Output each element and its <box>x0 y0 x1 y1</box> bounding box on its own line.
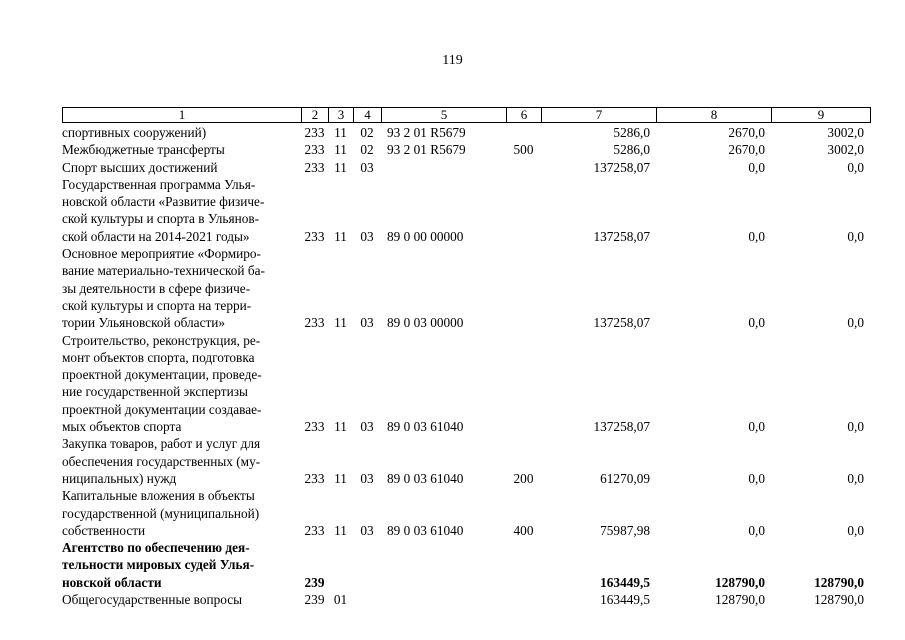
row-c8-cell: 0,0 <box>748 159 765 175</box>
row-c4-cell: 03 <box>360 228 374 244</box>
row-c2-cell: 233 <box>304 142 325 158</box>
row-c9-cell: 128790,0 <box>814 592 864 608</box>
row-c4-cell: 03 <box>360 522 374 538</box>
header-col-2: 2 <box>302 108 329 123</box>
row-name-text: Государственная программа Улья- новской области «Развитие физиче- ской культуры и спорта в Ульянов- ской области на 2014-2021 годы» <box>62 176 265 244</box>
header-col-3: 3 <box>329 108 354 123</box>
row-c3-cell: 11 <box>334 470 347 486</box>
row-c7-cell: 137258,07 <box>593 159 650 175</box>
table-row <box>62 124 870 141</box>
row-name-cell <box>62 124 301 141</box>
row-c9-cell: 128790,0 <box>814 574 864 590</box>
row-c9-cell: 3002,0 <box>827 142 864 158</box>
table-row <box>62 332 870 436</box>
row-c2-cell: 233 <box>304 159 325 175</box>
row-name-cell <box>62 539 301 591</box>
row-name-text: Закупка товаров, работ и услуг для обеспечения государственных (му- ниципальных) нужд <box>62 436 261 486</box>
row-name-text: Агентство по обеспечению дея- тельности мировых судей Улья- новской области <box>62 540 255 590</box>
row-c8-cell: 0,0 <box>748 522 765 538</box>
table-row <box>62 435 870 487</box>
header-col-5: 5 <box>382 108 507 123</box>
row-c7-cell: 137258,07 <box>593 315 650 331</box>
header-col-9: 9 <box>772 108 871 123</box>
row-name-text: спортивных сооружений) <box>62 125 207 140</box>
row-c7-cell: 61270,09 <box>600 470 650 486</box>
row-c6-cell <box>506 591 541 608</box>
table-row <box>62 539 870 591</box>
table-row <box>62 141 870 158</box>
row-name-cell <box>62 591 301 608</box>
row-c5-cell: 89 0 03 00000 <box>387 315 464 331</box>
row-name-cell <box>62 487 301 539</box>
table-row <box>62 487 870 539</box>
row-c8-cell: 0,0 <box>748 470 765 486</box>
row-c6-cell: 200 <box>513 470 534 486</box>
row-c5-cell: 93 2 01 R5679 <box>387 142 466 158</box>
row-c6-cell <box>506 332 541 436</box>
page-number: 119 <box>442 53 463 68</box>
row-name-cell <box>62 176 301 245</box>
row-c5-cell: 89 0 00 00000 <box>387 228 464 244</box>
row-c4-cell: 02 <box>360 142 374 158</box>
row-c6-cell <box>506 245 541 331</box>
row-c8-cell: 128790,0 <box>715 592 765 608</box>
row-c4-cell <box>353 539 381 591</box>
row-c6-cell: 500 <box>513 142 534 158</box>
column-header-row <box>62 107 871 123</box>
row-c8-cell: 2670,0 <box>728 125 765 140</box>
row-c5-cell: 89 0 03 61040 <box>387 522 464 538</box>
row-c3-cell: 11 <box>334 159 347 175</box>
row-c6-cell <box>506 159 541 176</box>
row-name-cell <box>62 141 301 158</box>
row-name-text: Строительство, реконструкция, ре- монт объектов спорта, подготовка проектной документации, проведе- ние государственной экспертизы проектной документации создавае- мых объектов спорта <box>62 332 262 435</box>
row-name-text: Спорт высших достижений <box>62 159 218 175</box>
row-c2-cell: 239 <box>304 592 325 608</box>
row-c4-cell <box>353 591 381 608</box>
row-c5-cell <box>381 539 506 591</box>
row-c3-cell <box>328 539 353 591</box>
row-c6-cell <box>506 539 541 591</box>
row-c2-cell: 239 <box>304 574 325 590</box>
row-c5-cell: 89 0 03 61040 <box>387 419 464 435</box>
row-c2-cell: 233 <box>304 522 325 538</box>
row-c5-cell: 89 0 03 61040 <box>387 470 464 486</box>
row-c8-cell: 0,0 <box>748 315 765 331</box>
row-c9-cell: 0,0 <box>847 419 864 435</box>
row-c9-cell: 0,0 <box>847 228 864 244</box>
row-name-cell <box>62 435 301 487</box>
row-c8-cell: 2670,0 <box>728 142 765 158</box>
header-col-6: 6 <box>507 108 542 123</box>
row-name-text: Общегосударственные вопросы <box>62 592 243 608</box>
row-c4-cell: 03 <box>360 470 374 486</box>
budget-table <box>62 124 870 608</box>
row-c8-cell: 0,0 <box>748 228 765 244</box>
row-c2-cell: 233 <box>304 228 325 244</box>
row-c4-cell: 03 <box>360 159 374 175</box>
row-c5-cell: 93 2 01 R5679 <box>387 125 466 140</box>
row-c2-cell: 233 <box>304 315 325 331</box>
row-c7-cell: 5286,0 <box>613 142 650 158</box>
row-name-text: Капитальные вложения в объекты государственной (муниципальной) собственности <box>62 488 260 538</box>
table-row <box>62 159 870 176</box>
row-c3-cell: 11 <box>334 419 347 435</box>
row-c7-cell: 137258,07 <box>593 419 650 435</box>
row-c4-cell: 02 <box>360 125 374 140</box>
row-c9-cell: 0,0 <box>847 159 864 175</box>
row-name-text: Основное мероприятие «Формиро- вание материально-технической ба- зы деятельности в сфере физиче- ской культуры и спорта на терри- тории Ульяновской области» <box>62 246 265 331</box>
row-c7-cell: 137258,07 <box>593 228 650 244</box>
row-c3-cell: 11 <box>334 228 347 244</box>
row-c5-cell <box>381 591 506 608</box>
header-col-7: 7 <box>542 108 657 123</box>
row-c9-cell: 3002,0 <box>827 125 864 140</box>
header-col-8: 8 <box>657 108 772 123</box>
row-c7-cell: 163449,5 <box>600 592 650 608</box>
row-name-cell <box>62 159 301 176</box>
row-c2-cell: 233 <box>304 125 325 140</box>
table-row <box>62 245 870 331</box>
row-c3-cell: 11 <box>334 125 347 140</box>
row-c9-cell: 0,0 <box>847 470 864 486</box>
row-c2-cell: 233 <box>304 419 325 435</box>
row-c7-cell: 163449,5 <box>600 574 650 590</box>
row-c2-cell: 233 <box>304 470 325 486</box>
row-c8-cell: 128790,0 <box>715 574 765 590</box>
row-c3-cell: 01 <box>333 592 348 608</box>
row-c3-cell: 11 <box>334 142 347 158</box>
row-c6-cell <box>506 124 541 141</box>
row-name-text: Межбюджетные трансферты <box>62 142 225 158</box>
row-c5-cell <box>381 159 506 176</box>
row-c9-cell: 0,0 <box>847 522 864 538</box>
header-col-4: 4 <box>354 108 382 123</box>
table-row <box>62 591 870 608</box>
table-row <box>62 176 870 245</box>
row-c3-cell: 11 <box>334 522 347 538</box>
header-col-1: 1 <box>63 108 302 123</box>
row-name-cell <box>62 332 301 436</box>
row-c3-cell: 11 <box>334 315 347 331</box>
row-c8-cell: 0,0 <box>748 419 765 435</box>
row-c4-cell: 03 <box>360 315 374 331</box>
row-c4-cell: 03 <box>360 419 374 435</box>
row-c9-cell: 0,0 <box>847 315 864 331</box>
row-c7-cell: 75987,98 <box>600 522 650 538</box>
row-name-cell <box>62 245 301 331</box>
row-c7-cell: 5286,0 <box>613 125 650 140</box>
row-c6-cell <box>506 176 541 245</box>
row-c6-cell: 400 <box>513 522 534 538</box>
